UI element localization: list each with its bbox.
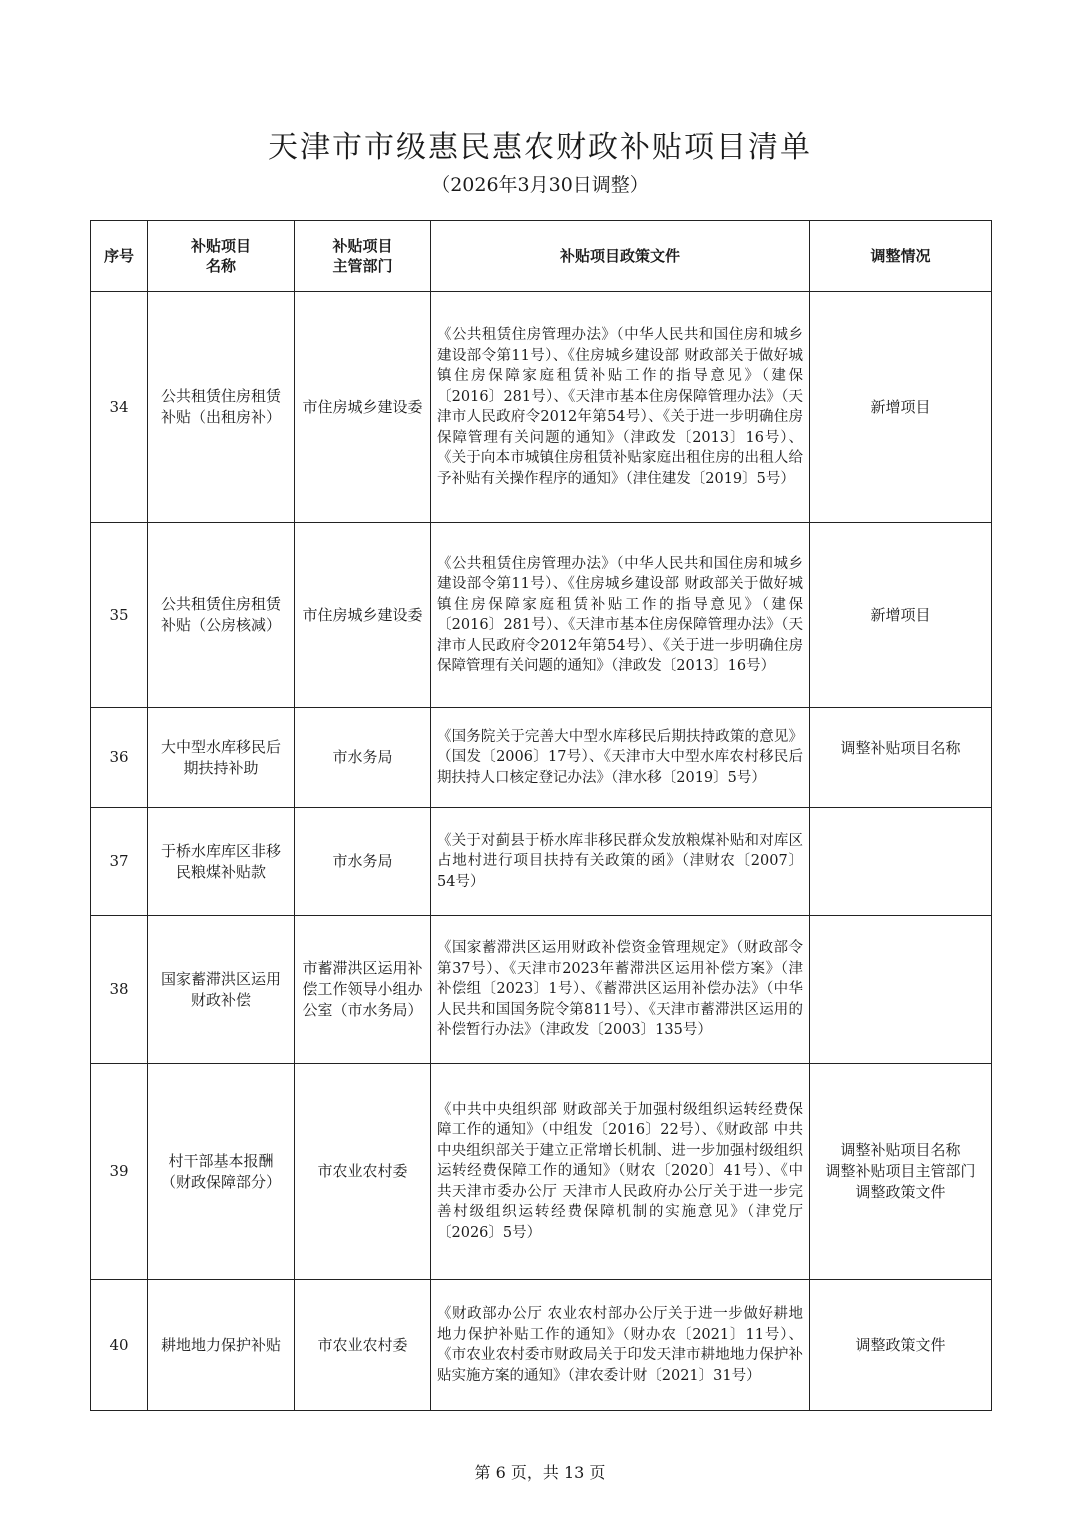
subsidy-table xyxy=(90,220,992,1411)
cell-seq: 35 xyxy=(91,523,148,708)
cell-dept: 市农业农村委 xyxy=(295,1280,431,1411)
table-row xyxy=(91,708,992,808)
table-row xyxy=(91,1064,992,1280)
header-adjust: 调整情况 xyxy=(810,221,992,292)
adjust-line: 调整补贴项目名称 xyxy=(840,1141,961,1159)
cell-name: 村干部基本报酬（财政保障部分） xyxy=(148,1064,295,1280)
page-subtitle: （2026年3月30日调整） xyxy=(431,174,649,196)
header-name xyxy=(148,221,295,292)
cell-dept: 市农业农村委 xyxy=(295,1064,431,1280)
table-row xyxy=(91,523,992,708)
table-row xyxy=(91,292,992,523)
page-title: 天津市市级惠民惠农财政补贴项目清单 xyxy=(268,130,812,165)
cell-adjust: 调整政策文件 xyxy=(810,1280,992,1411)
cell-seq: 39 xyxy=(91,1064,148,1280)
cell-seq: 34 xyxy=(91,292,148,523)
header-seq: 序号 xyxy=(91,221,148,292)
table-header-row xyxy=(91,221,992,292)
cell-name: 大中型水库移民后期扶持补助 xyxy=(148,708,295,808)
cell-name: 公共租赁住房租赁补贴（出租房补） xyxy=(148,292,295,523)
header-name-line2: 名称 xyxy=(205,257,236,275)
cell-policy: 《公共租赁住房管理办法》（中华人民共和国住房和城乡建设部令第11号）、《住房城乡建设部 财政部关于做好城镇住房保障家庭租赁补贴工作的指导意见》（建保〔2016〕281号）、《天津市基本住房保障管理办法》（天津市人民政府令2012年第54号）、《关于进一步明确住房保障管理有关问题的通知》（津政发〔2013〕16号）、《关于向本市城镇住房租赁补贴家庭出租住房的出租人给予补贴有关操作程序的通知》（津住建发〔2019〕5号） xyxy=(431,292,810,523)
cell-name: 公共租赁住房租赁补贴（公房核减） xyxy=(148,523,295,708)
table-row xyxy=(91,1280,992,1411)
adjust-line: 调整政策文件 xyxy=(855,1183,946,1201)
cell-seq: 40 xyxy=(91,1280,148,1411)
cell-dept: 市水务局 xyxy=(295,708,431,808)
cell-dept: 市住房城乡建设委 xyxy=(295,292,431,523)
cell-policy: 《国家蓄滞洪区运用财政补偿资金管理规定》（财政部令第37号）、《天津市2023年蓄滞洪区运用补偿方案》（津补偿组〔2023〕1号）、《蓄滞洪区运用补偿办法》（中华人民共和国国务院令第811号）、《天津市蓄滞洪区运用的补偿暂行办法》（津政发〔2003〕135号） xyxy=(431,916,810,1064)
cell-seq: 38 xyxy=(91,916,148,1064)
table-row xyxy=(91,916,992,1064)
cell-policy: 《中共中央组织部 财政部关于加强村级组织运转经费保障工作的通知》（中组发〔2016〕22号）、《财政部 中共中央组织部关于建立正常增长机制、进一步加强村级组织运转经费保障工作的通知》（财农〔2020〕41号）、《中共天津市委办公厅 天津市人民政府办公厅关于进一步完善村级组织运转经费保障机制的实施意见》（津党厅〔2026〕5号） xyxy=(431,1064,810,1280)
cell-policy: 《公共租赁住房管理办法》（中华人民共和国住房和城乡建设部令第11号）、《住房城乡建设部 财政部关于做好城镇住房保障家庭租赁补贴工作的指导意见》（建保〔2016〕281号）、《天津市基本住房保障管理办法》（天津市人民政府令2012年第54号）、《关于进一步明确住房保障管理有关问题的通知》（津政发〔2013〕16号） xyxy=(431,523,810,708)
table-row xyxy=(91,808,992,916)
adjust-line: 调整补贴项目主管部门 xyxy=(825,1162,976,1180)
cell-dept: 市住房城乡建设委 xyxy=(295,523,431,708)
cell-dept: 市水务局 xyxy=(295,808,431,916)
header-dept xyxy=(295,221,431,292)
cell-policy: 《关于对蓟县于桥水库非移民群众发放粮煤补贴和对库区占地村进行项目扶持有关政策的函》（津财农〔2007〕54号） xyxy=(431,808,810,916)
header-name-line1: 补贴项目 xyxy=(190,237,251,255)
cell-seq: 36 xyxy=(91,708,148,808)
cell-dept: 市蓄滞洪区运用补偿工作领导小组办公室（市水务局） xyxy=(295,916,431,1064)
header-dept-line1: 补贴项目 xyxy=(332,237,393,255)
cell-adjust: 新增项目 xyxy=(810,292,992,523)
header-policy: 补贴项目政策文件 xyxy=(431,221,810,292)
header-dept-line2: 主管部门 xyxy=(332,257,393,275)
cell-policy: 《财政部办公厅 农业农村部办公厅关于进一步做好耕地地力保护补贴工作的通知》（财办农〔2021〕11号）、《市农业农村委市财政局关于印发天津市耕地地力保护补贴实施方案的通知》（津农委计财〔2021〕31号） xyxy=(431,1280,810,1411)
cell-name: 于桥水库库区非移民粮煤补贴款 xyxy=(148,808,295,916)
cell-name: 耕地地力保护补贴 xyxy=(148,1280,295,1411)
cell-name: 国家蓄滞洪区运用财政补偿 xyxy=(148,916,295,1064)
cell-adjust xyxy=(810,916,992,1064)
cell-adjust: 调整补贴项目名称 xyxy=(810,708,992,808)
cell-adjust xyxy=(810,808,992,916)
cell-adjust: 新增项目 xyxy=(810,523,992,708)
cell-policy: 《国务院关于完善大中型水库移民后期扶持政策的意见》（国发〔2006〕17号）、《天津市大中型水库农村移民后期扶持人口核定登记办法》（津水移〔2019〕5号） xyxy=(431,708,810,808)
cell-adjust xyxy=(810,1064,992,1280)
cell-seq: 37 xyxy=(91,808,148,916)
page-footer: 第 6 页，共 13 页 xyxy=(474,1463,606,1482)
